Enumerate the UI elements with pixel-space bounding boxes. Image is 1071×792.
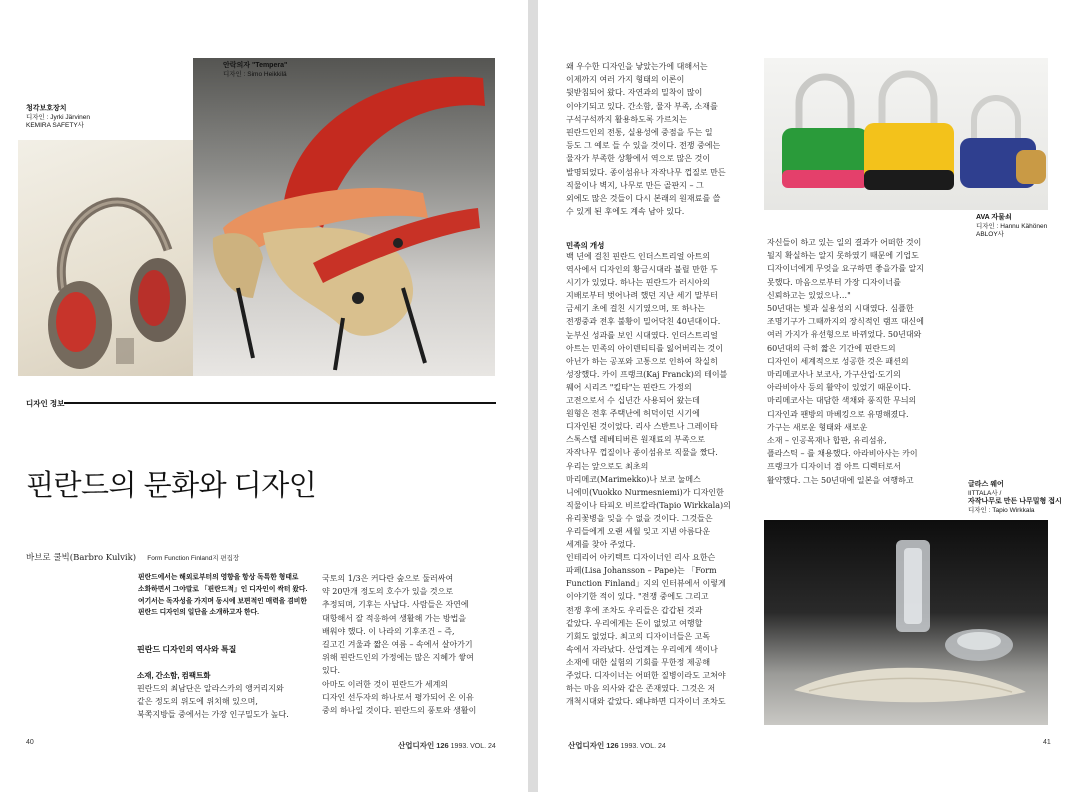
text-line: 우리는 앞으로도 최초의 <box>566 461 649 471</box>
folio-magazine: 산업디자인 <box>568 741 605 750</box>
left-page <box>0 0 528 792</box>
text-line: 전쟁중과 전후 불황이 밀어닥친 40년대이다. <box>566 317 721 327</box>
intro-line: 핀란드에서는 해외로부터의 영향을 항상 독특한 형태로 <box>138 574 299 581</box>
text-line: 50년대는 빛과 실용성의 시대였다. 심플한 <box>767 304 914 314</box>
text-line: 국토의 1/3은 커다란 숲으로 둘러싸여 <box>322 574 454 583</box>
section-rule <box>64 402 496 404</box>
earmuffs-illustration <box>18 140 194 376</box>
text-line: Function Finland」지의 인터뷰에서 이렇게 <box>566 579 726 589</box>
caption-glass-maker: IITTALA사 / <box>968 489 1002 497</box>
intro-line: 소화하면서 그야말로 「핀란드적」인 디자인이 싹터 왔다. <box>138 585 308 593</box>
glassware-photo <box>764 520 1048 725</box>
intro-line: 여기서는 독자성을 가지며 동시에 보편적인 매력을 겸비한 <box>138 597 307 605</box>
page-number-right: 41 <box>1043 739 1051 746</box>
right-page <box>538 0 1071 792</box>
text-line: 못했다. 마음으로부터 가장 디자이너를 <box>767 277 901 287</box>
section-heading: 핀란드 디자인의 역사와 특질 <box>137 645 237 654</box>
text-line: 유리꽃병을 잊을 수 없을 것이다. 그것들은 <box>566 513 713 523</box>
caption-glass <box>968 481 1062 515</box>
text-line: 니에미(Vuokko Nurmesniemi)가 디자인한 <box>566 487 724 497</box>
byline <box>26 545 239 564</box>
text-line: 디자인된 것이었다. 리사 스반트나 그레이타 <box>566 422 718 432</box>
folio-left <box>398 740 496 751</box>
text-line: 같았다. 우리에게는 돈이 없었고 여행할 <box>566 618 703 628</box>
text-line: 시기가 있었다. 하나는 핀란드가 러시아의 <box>566 278 711 288</box>
subheading: 민족의 개성 <box>566 241 605 250</box>
text-line: 역사에서 디자인의 황금시대라 불릴 만한 두 <box>566 265 718 275</box>
caption-chair <box>223 62 287 79</box>
text-line: 우리들에게 오랜 세월 잊고 지낸 아름다운 <box>566 526 711 536</box>
chair-illustration <box>193 58 495 376</box>
text-line: 조명기구가 그때까지의 장식적인 램프 대신에 <box>767 317 925 327</box>
glassware-illustration <box>764 520 1048 725</box>
right-column-2 <box>767 236 924 487</box>
text-line: 인테리어 아키텍트 디자이너인 리사 요한슨 <box>566 553 716 563</box>
folio-issue: 126 <box>436 741 449 750</box>
text-line: 자작나무 껍질이나 종이섬유로 직물을 짰다. <box>566 448 718 458</box>
text-line: 아닌가 하는 공포와 고통으로 인하여 착실히 <box>566 356 718 366</box>
text-line: 활약했다. 그는 50년대에 일본을 여행하고 <box>767 475 914 485</box>
left-column-2 <box>322 572 476 717</box>
text-line: 아트는 민족의 아이덴티티를 잃어버리는 것이 <box>566 343 724 353</box>
text-line: 금세기 초에 걸친 시기였으며, 또 하나는 <box>566 304 705 314</box>
text-line: 약 20만개 정도의 호수가 있을 것으로 <box>322 587 454 597</box>
text-line: 직물이나 타피오 비르칼라(Tapio Wirkkala)의 <box>566 500 731 510</box>
text-line: 이야기되고 있다. 간소함, 물자 부족, 소재를 <box>566 101 718 111</box>
locks-photo <box>764 58 1048 210</box>
text-line: 눈부신 성과를 보인 시대였다. 인더스트리얼 <box>566 330 718 340</box>
text-line: 프랭크가 디자이너 겸 아트 디렉터로서 <box>767 462 901 472</box>
text-line: 하는 마음 의사와 같은 존재였다. 그것은 저 <box>566 684 716 694</box>
text-line: 전쟁 후에 조차도 우리들은 갑갑된 것과 <box>566 605 703 615</box>
folio-date: 1993. VOL. 24 <box>620 743 666 750</box>
text-line: 원형은 전후 주택난에 허덕이던 시기에 <box>566 409 700 419</box>
text-line: 디자인 선두자의 하나로서 평가되어 온 이유 <box>322 692 474 702</box>
caption-chair-designer: 디자인 : Simo Heikkilä <box>223 70 287 78</box>
text-line: 플라스틱 – 를 채용했다. 아라비아사는 카이 <box>767 449 918 459</box>
text-line: 신뢰하고는 있었으나…" <box>767 290 851 300</box>
text-line: 될지 확실하는 알지 못하였기 때문에 기업도 <box>767 251 919 261</box>
text-line: 뒷받침되어 왔다. 자연과의 밀착이 많이 <box>566 88 703 98</box>
text-line: 아마도 이러한 것이 핀란드가 세계의 <box>322 679 449 689</box>
text-line: 속에서 자라났다. 산업계는 우리에게 색이나 <box>566 644 718 654</box>
page-title: 핀란드의 문화와 디자인 <box>26 470 317 502</box>
text-line: 아라비아사 등의 활약이 있었기 때문이다. <box>767 383 912 393</box>
right-column-1-top <box>566 60 726 218</box>
text-line: 배워야 했다. 이 나라의 기후조건 – 즉, <box>322 626 455 636</box>
caption-glass-designer: 디자인 : Tapio Wirkkala <box>968 506 1035 514</box>
section-label: 디자인 정보 <box>26 399 65 408</box>
text-line: 개척시대와 같았다. 왜냐하면 디자이너 조차도 <box>566 697 726 707</box>
text-line: 위해 핀란드인의 가정에는 많은 지혜가 쌓여 <box>322 653 474 663</box>
text-line: 주었다. 디자이너는 어떠한 질병이라도 고쳐야 <box>566 671 726 680</box>
caption-earmuffs-maker: KEMIRA SAFETY사 <box>26 122 84 129</box>
text-line: 핀란드인의 전통, 실용성에 중점을 두는 일 <box>566 128 713 138</box>
text-line: 기회도 없었다. 최고의 디자이너들은 고독 <box>566 631 711 641</box>
text-line: 길고긴 겨울과 짧은 여름 – 속에서 살아가기 <box>322 640 473 650</box>
earmuffs-photo <box>18 140 194 376</box>
text-line: 핀란드의 최남단은 알라스카의 앵커리지와 <box>137 684 284 693</box>
text-line: 북쪽지방들 중에서는 가장 인구밀도가 높다. <box>137 710 289 720</box>
text-line: 마리메코사는 대담한 색채와 풍직한 무늬의 <box>767 396 917 406</box>
folio-right <box>568 740 666 751</box>
page-number-left: 40 <box>26 739 34 746</box>
text-line: 60년대의 극히 짧은 기간에 핀란드의 <box>767 343 896 353</box>
padlocks-illustration <box>764 58 1048 210</box>
text-line: 외에도 많은 것들이 다시 본래의 원재료를 쓸 <box>566 194 721 204</box>
text-line: 소재에 대한 실험의 기회를 무한정 제공해 <box>566 657 711 667</box>
folio-magazine: 산업디자인 <box>398 741 435 750</box>
text-line: 발명되었다. 종이섬유나 자작나무 껍질로 만든 <box>566 167 726 177</box>
text-line: 디자인이 세계적으로 성공한 것은 패션의 <box>767 356 909 366</box>
caption-glass-title: 글라스 웨어 <box>968 481 1004 488</box>
text-line: 이제까지 여러 가지 형태의 이론이 <box>566 75 685 85</box>
chair-photo <box>193 58 495 376</box>
folio-date: 1993. VOL. 24 <box>450 743 496 750</box>
left-column-1 <box>137 682 289 722</box>
caption-locks-title: AVA 자물쇠 <box>976 214 1012 221</box>
text-line: 마리메코(Marimekko)나 보코 눌메스 <box>566 474 701 484</box>
text-line: 자신들이 하고 있는 일의 결과가 어떠한 것이 <box>767 238 922 247</box>
text-line: 대항해서 잘 적응하여 생활해 가는 방법을 <box>322 613 467 623</box>
text-line: 성장했다. 카이 프랭크(Kaj Franck)의 테이블 <box>566 369 728 379</box>
text-line: 마리메코사나 보코사, 가구산업·도기의 <box>767 370 901 380</box>
text-line: 가구는 새로운 형태와 새로운 <box>767 422 868 432</box>
caption-locks-designer: 디자인 : Hannu Kähönen <box>976 222 1048 230</box>
caption-earmuffs-title: 청각보호장치 <box>26 105 67 112</box>
caption-locks <box>976 214 1047 240</box>
right-column-1-bottom <box>566 250 731 708</box>
text-line: 스톡스텔 레베티버른 원재료의 부족으로 <box>566 435 706 445</box>
text-line: 추정되며, 기후는 사납다. 사람들은 자연에 <box>322 600 469 610</box>
byline-author: 바브로 쿨빅(Barbro Kulvik) <box>26 553 137 563</box>
text-line: 지배로부터 벗어나려 했던 지난 세기 말부터 <box>566 291 718 301</box>
text-line: 왜 우수한 디자인을 낳았는가에 대해서는 <box>566 62 708 71</box>
text-line: 파페(Lisa Johansson – Pape)는 「Form <box>566 566 717 576</box>
intro-line: 핀란드 디자인의 일단을 소개하고자 한다. <box>138 609 260 617</box>
text-line: 웨어 시리즈 "킬타"는 핀란드 가정의 <box>566 382 692 392</box>
text-line: 고전으로서 수 십년간 사용되어 왔는데 <box>566 396 700 406</box>
text-line: 디자이너에게 무엇을 요구하면 좋을가를 알지 <box>767 264 925 274</box>
text-line: 구석구석까지 활용하도록 가르치는 <box>566 114 688 124</box>
text-line: 이야기한 적이 있다. "전쟁 중에도 그리고 <box>566 592 709 602</box>
folio-issue: 126 <box>606 741 619 750</box>
text-line: 수 있게 된 후에도 계속 남아 있다. <box>566 207 685 217</box>
caption-earmuffs <box>26 105 90 131</box>
byline-role: Form Function Finland지 편집장 <box>147 555 240 562</box>
subheading: 소재, 간소함, 컴팩트화 <box>137 671 211 680</box>
text-line: 백 년에 걸친 핀란드 인더스트리얼 아트의 <box>566 252 711 261</box>
text-line: 있다. <box>322 666 340 676</box>
caption-earmuffs-designer: 디자인 : Jyrki Järvinen <box>26 113 90 121</box>
text-line: 물자가 부족한 상황에서 역으로 많은 것이 <box>566 154 711 164</box>
text-line: 직물이나 벽지, 나무로 만든 골판지 – 그 <box>566 180 704 190</box>
text-line: 중의 하나일 것이다. 핀란드의 풍토와 생활이 <box>322 706 477 716</box>
text-line: 소재 – 인공목재나 합판, 유리섬유, <box>767 436 887 446</box>
text-line: 세계를 찾아 주었다. <box>566 540 636 550</box>
text-line: 여러 가지가 유선형으로 바뀌었다. 50년대와 <box>767 330 922 340</box>
text-line: 디자인과 팬방의 마베킹으로 유명해졌다. <box>767 409 909 419</box>
intro-paragraph <box>138 572 307 619</box>
text-line: 같은 정도의 위도에 위치해 있으며, <box>137 697 258 707</box>
caption-chair-title: 안락의자 "Tempera" <box>223 62 288 69</box>
caption-glass-item: 자작나무로 만든 나무밀형 접시 <box>968 498 1062 505</box>
caption-locks-maker: ABLOY사 <box>976 231 1004 238</box>
text-line: 등도 그 예로 들 수 있을 것이다. 전쟁 중에는 <box>566 141 721 151</box>
